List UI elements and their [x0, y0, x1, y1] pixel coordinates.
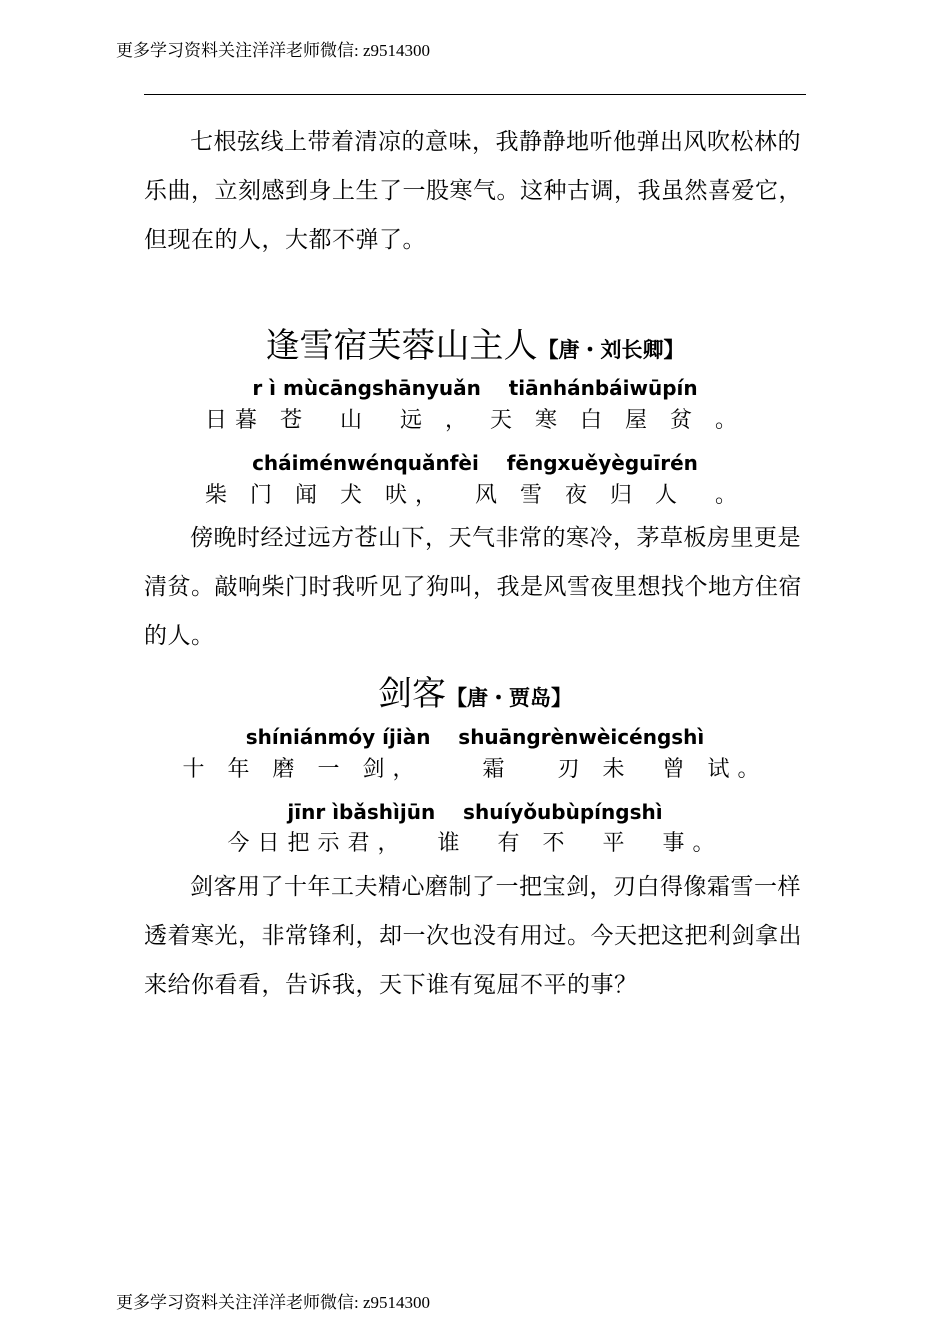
intro-text: 七根弦线上带着清凉的意味，我静静地听他弹出风吹松林的乐曲，立刻感到身上生了一股寒气。这种古调，我虽然喜爱它，但现在的人，大都不弹了。: [144, 129, 802, 253]
poem1-line-2: 柴 门 闻 犬 吠， 风 雪 夜 归 人 。: [205, 483, 745, 508]
poem2-pinyin-1: shíniánmóy íjiàn shuāngrènwèicéngshì: [245, 725, 705, 749]
poem2-line-2: 今日把示君， 谁 有 不 平 事。: [227, 831, 723, 856]
header-rule: [144, 94, 806, 95]
poem1-pinyin-2: cháiménwénquǎnfèi fēngxuěyèguīrén: [252, 451, 698, 475]
poem2-title-line: [0, 666, 950, 715]
poem2-pinyin-2: jīnr ìbǎshìjūn shuíyǒubùpíngshì: [287, 800, 663, 824]
page-header: 更多学习资料关注洋洋老师微信: z9514300: [116, 41, 431, 60]
poem2-author: 【唐・贾岛】: [446, 686, 572, 710]
poem1-translation-text: 傍晚时经过远方苍山下，天气非常的寒冷，茅草板房里更是清贫。敲响柴门时我听见了狗叫，我是风雪夜里想找个地方住宿的人。: [144, 525, 802, 649]
poem2-translation-text: 剑客用了十年工夫精心磨制了一把宝剑，刃白得像霜雪一样透着寒光，非常锋利，却一次也没有用过。今天把这把利剑拿出来给你看看，告诉我，天下谁有冤屈不平的事？: [144, 874, 802, 998]
poem1-author: 【唐・刘长卿】: [537, 338, 685, 362]
intro-paragraph: [144, 118, 809, 265]
poem1-translation: [144, 514, 809, 661]
poem1-title-line: [0, 318, 950, 367]
poem2-title: 剑客: [378, 674, 446, 714]
poem1-title: 逢雪宿芙蓉山主人: [265, 326, 538, 366]
poem1-line-1: 日暮 苍 山 远 ， 天 寒 白 屋 贫 。: [205, 408, 745, 433]
poem2-translation: [144, 863, 809, 1010]
poem1-pinyin-1: r ì mùcāngshānyuǎn tiānhánbáiwūpín: [252, 376, 698, 400]
page-footer: 更多学习资料关注洋洋老师微信: z9514300: [116, 1293, 431, 1312]
poem2-line-1: 十 年 磨 一 剑， 霜 刃 未 曾 试。: [182, 757, 768, 782]
